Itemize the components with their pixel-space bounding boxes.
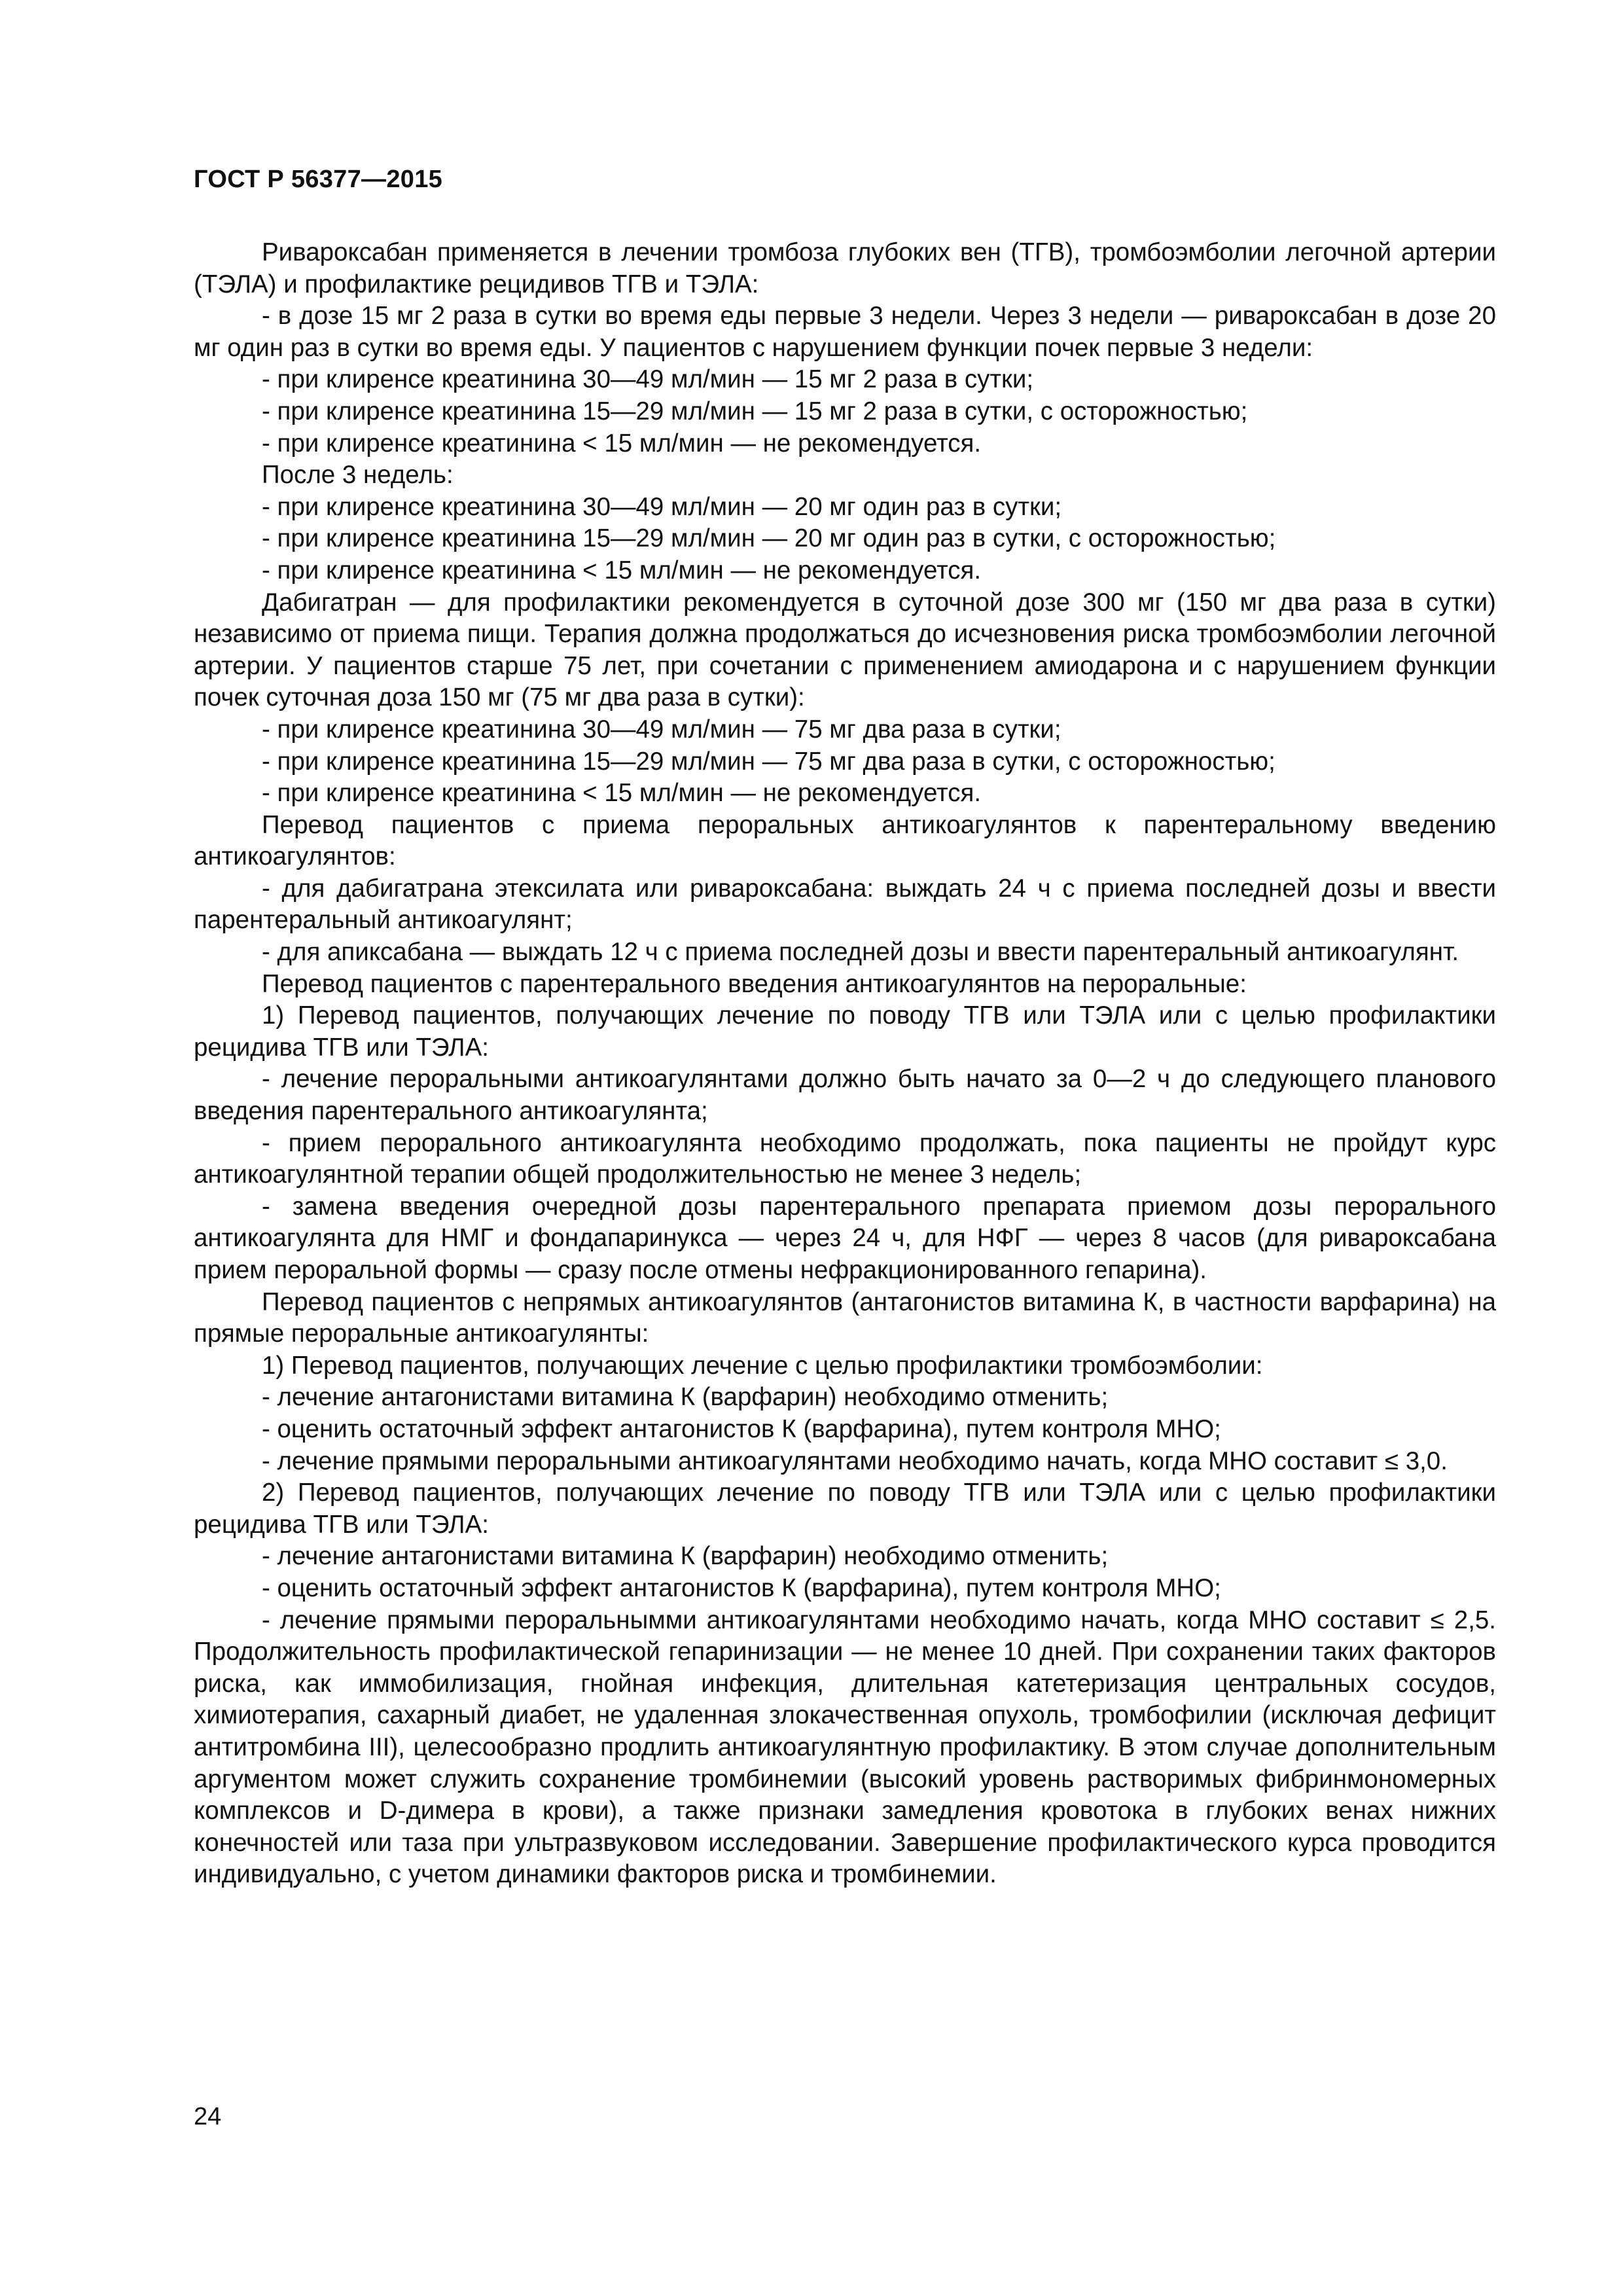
list-item: - лечение антагонистами витамина К (варфарин) необходимо отменить;	[262, 1383, 1109, 1412]
paragraph-rivaroxaban-intro: Ривароксабан применяется в лечении тромбоза глубоких вен (ТГВ), тромбоэмболии легочной артерии (ТЭЛА) и профилактике рецидивов ТГВ и ТЭЛА:	[194, 238, 1496, 298]
list-item: - при клиренсе креатинина 30—49 мл/мин — 20 мг один раз в сутки;	[262, 492, 1062, 521]
list-item: - при клиренсе креатинина 15—29 мл/мин — 75 мг два раза в сутки, с осторожностью;	[262, 747, 1275, 776]
list-item: - оценить остаточный эффект антагонистов К (варфарина), путем контроля МНО;	[262, 1414, 1221, 1443]
list-item: - для апиксабана — выждать 12 ч с приема последней дозы и ввести парентеральный антикоагулянт.	[262, 938, 1459, 967]
list-item: - при клиренсе креатинина < 15 мл/мин — не рекомендуется.	[262, 779, 982, 808]
list-item: - при клиренсе креатинина 30—49 мл/мин — 15 мг 2 раза в сутки;	[262, 365, 1034, 394]
list-item: - при клиренсе креатинина < 15 мл/мин — не рекомендуется.	[262, 429, 982, 457]
document-body	[194, 237, 1496, 1891]
page-number: 24	[194, 2103, 222, 2130]
paragraph-oral-to-parenteral: Перевод пациентов с приема пероральных антикоагулянтов к парентеральному введению антикоагулянтов:	[194, 810, 1496, 871]
numbered-item: 2) Перевод пациентов, получающих лечение по поводу ТГВ или ТЭЛА или с целью профилактики рецидива ТГВ или ТЭЛА:	[194, 1479, 1496, 1539]
list-item: - для дабигатрана этексилата или ривароксабана: выждать 24 ч с приема последней дозы и ввести парентеральный антикоагулянт;	[194, 874, 1496, 935]
numbered-item: 1) Перевод пациентов, получающих лечение по поводу ТГВ или ТЭЛА или с целью профилактики рецидива ТГВ или ТЭЛА:	[194, 1001, 1496, 1062]
list-item: - при клиренсе креатинина 15—29 мл/мин — 20 мг один раз в сутки, с осторожностью;	[262, 524, 1276, 553]
list-item: - лечение прямыми пероральными антикоагулянтами необходимо начать, когда МНО составит ≤ 3,0.	[262, 1446, 1448, 1475]
list-item: - при клиренсе креатинина < 15 мл/мин — не рекомендуется.	[262, 556, 982, 584]
paragraph-dabigatran: Дабигатран — для профилактики рекомендуется в суточной дозе 300 мг (150 мг два раза в сутки) независимо от приема пищи. Терапия должна продолжаться до исчезновения риска тромбоэмболии легочной артерии. У пациентов старше 75 лет, при сочетании с применением амиодарона и с нарушением функции почек суточная доза 150 мг (75 мг два раза в сутки):	[194, 588, 1496, 712]
list-item: - лечение прямыми пероральнымми антикоагулянтами необходимо начать, когда МНО составит ≤ 2,5. Продолжительность профилактической гепаринизации — не менее 10 дней. При сохранении таких факторов риска, как иммобилизация, гнойная инфекция, длительная катетеризация центральных сосудов, химиотерапия, сахарный диабет, не удаленная злокачественная опухоль, тромбофилии (исключая дефицит антитромбина III), целесообразно продлить антикоагулянтную профилактику. В этом случае дополнительным аргументом может служить сохранение тромбинемии (высокий уровень растворимых фибринмономерных комплексов и D-димера в крови), а также признаки замедления кровотока в глубоких венах нижних конечностей или таза при ультразвуковом исследовании. Завершение профилактического курса проводится индивидуально, с учетом динамики факторов риска и тромбинемии.	[194, 1605, 1496, 1889]
list-item: - замена введения очередной дозы парентерального препарата приемом дозы перорального антикоагулянта для НМГ и фондапаринукса — через 24 ч, для НФГ — через 8 часов (для ривароксабана прием пероральной формы — сразу после отмены нефракционированного гепарина).	[194, 1192, 1496, 1284]
list-item: - оценить остаточный эффект антагонистов К (варфарина), путем контроля МНО;	[262, 1573, 1221, 1602]
list-item: - при клиренсе креатинина 15—29 мл/мин — 15 мг 2 раза в сутки, с осторожностью;	[262, 397, 1248, 425]
paragraph-rivaroxaban-dose: - в дозе 15 мг 2 раза в сутки во время еды первые 3 недели. Через 3 недели — ривароксабан в дозе 20 мг один раз в сутки во время еды. У пациентов с нарушением функции почек первые 3 недели:	[194, 302, 1496, 362]
numbered-item: 1) Перевод пациентов, получающих лечение с целью профилактики тромбоэмболии:	[262, 1351, 1263, 1380]
paragraph-parenteral-to-oral: Перевод пациентов с парентерального введения антикоагулянтов на пероральные:	[262, 969, 1247, 998]
list-item: - прием перорального антикоагулянта необходимо продолжать, пока пациенты не пройдут курс антикоагулянтной терапии общей продолжительностью не менее 3 недель;	[194, 1128, 1496, 1189]
list-item: - лечение пероральными антикоагулянтами должно быть начато за 0—2 ч до следующего планового введения парентерального антикоагулянта;	[194, 1065, 1496, 1126]
list-item: - лечение антагонистами витамина К (варфарин) необходимо отменить;	[262, 1542, 1109, 1571]
list-item: - при клиренсе креатинина 30—49 мл/мин — 75 мг два раза в сутки;	[262, 715, 1061, 744]
document-header-standard-id: ГОСТ Р 56377—2015	[194, 166, 443, 193]
paragraph-vka-to-doac: Перевод пациентов с непрямых антикоагулянтов (антагонистов витамина К, в частности варфарина) на прямые пероральные антикоагулянты:	[194, 1287, 1496, 1348]
subheading-after-3-weeks: После 3 недель:	[262, 461, 454, 490]
